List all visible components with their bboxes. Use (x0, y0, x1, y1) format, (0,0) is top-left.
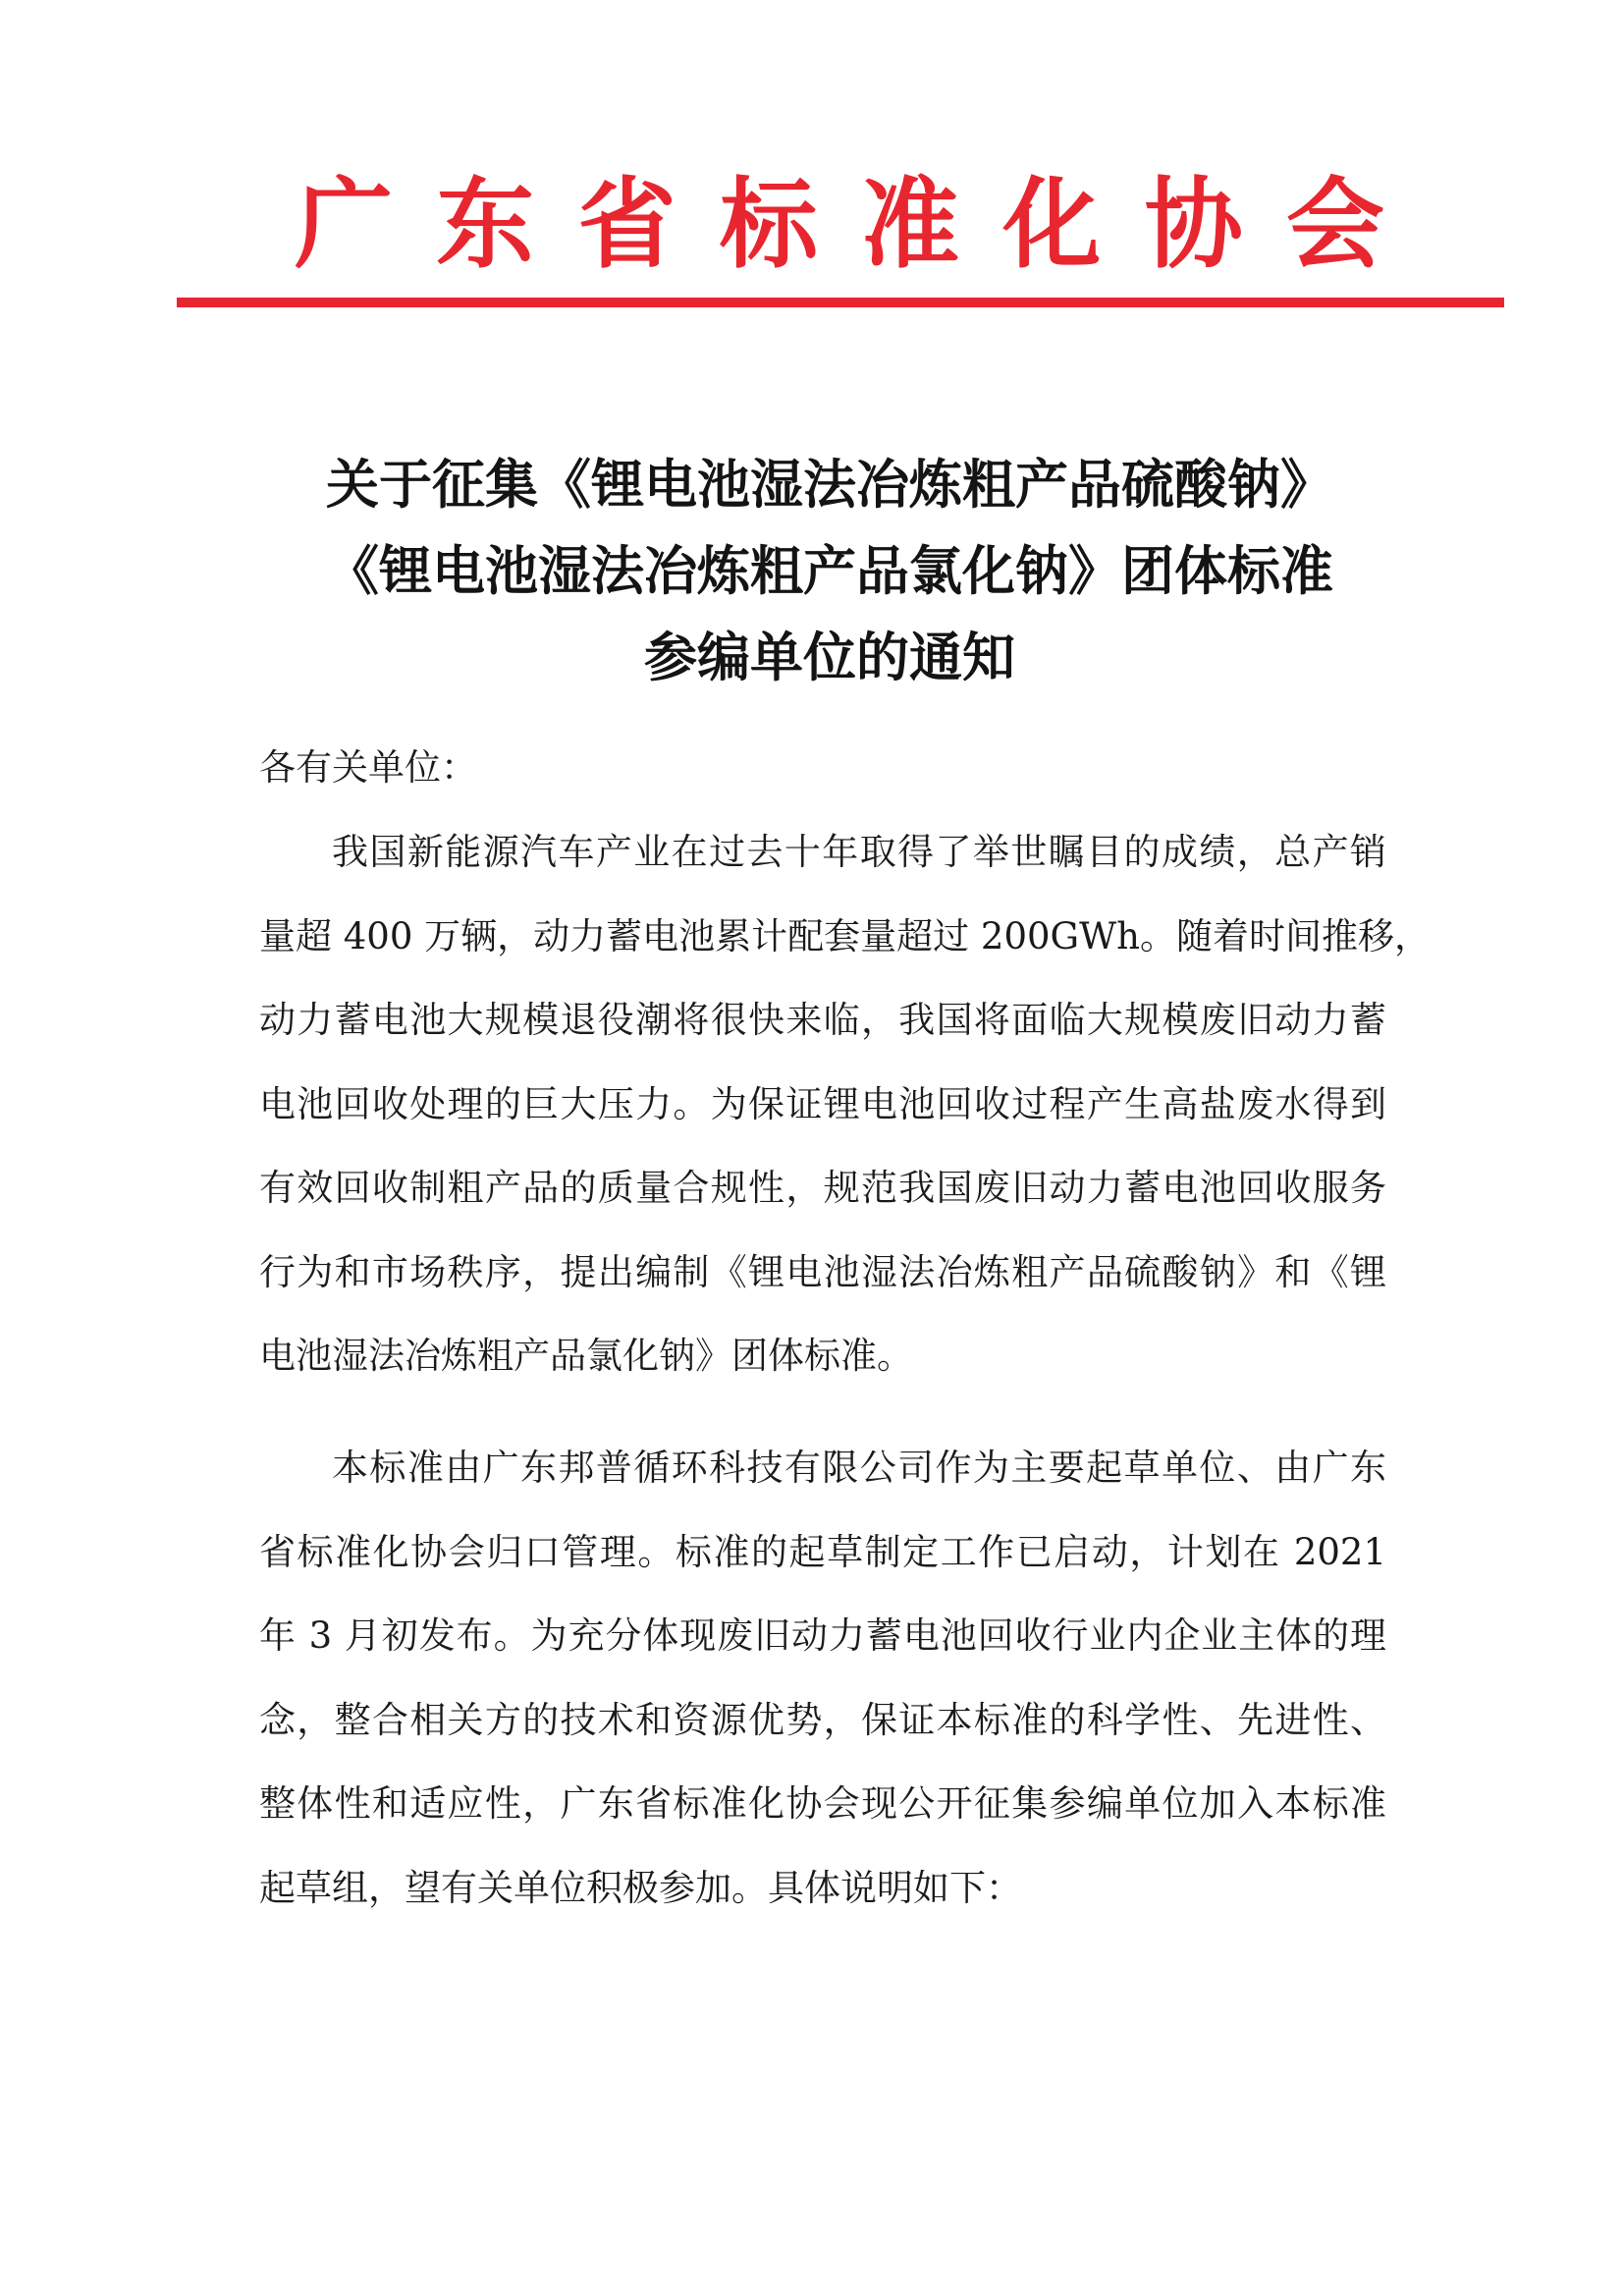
title-line: 《锂电池湿法冶炼粗产品氯化钠》团体标准 (326, 540, 1333, 602)
paragraph-line: 省标准化协会归口管理。标准的起草制定工作已启动，计划在 2021 (259, 1530, 1386, 1573)
salutation: 各有关单位： (259, 746, 477, 789)
title-line: 关于征集《锂电池湿法冶炼粗产品硫酸钠》 (326, 454, 1333, 516)
paragraph-line: 起草组，望有关单位积极参加。具体说明如下： (259, 1866, 1022, 1909)
letterhead-char: 省 (577, 166, 676, 282)
paragraph-line: 电池回收处理的巨大压力。为保证锂电池回收过程产生高盐废水得到 (259, 1082, 1386, 1125)
paragraph-line: 年 3 月初发布。为充分体现废旧动力蓄电池回收行业内企业主体的理 (259, 1614, 1386, 1657)
paragraph-line: 量超 400 万辆，动力蓄电池累计配套量超过 200GWh。随着时间推移， (259, 914, 1431, 957)
paragraph-line: 本标准由广东邦普循环科技有限公司作为主要起草单位、由广东 (332, 1447, 1386, 1489)
letterhead-char: 东 (436, 166, 535, 282)
paragraph-line: 整体性和适应性，广东省标准化协会现公开征集参编单位加入本标准 (259, 1782, 1386, 1825)
letterhead-char: 会 (1285, 166, 1384, 282)
document-title (196, 442, 1463, 701)
title-line: 参编单位的通知 (644, 627, 1015, 688)
letterhead-char: 准 (861, 166, 960, 282)
letterhead-divider (177, 298, 1504, 307)
letterhead-char: 协 (1144, 166, 1243, 282)
paragraph-line: 动力蓄电池大规模退役潮将很快来临，我国将面临大规模废旧动力蓄 (259, 999, 1386, 1041)
letterhead-char: 标 (719, 166, 818, 282)
paragraph-line: 我国新能源汽车产业在过去十年取得了举世瞩目的成绩，总产销 (332, 831, 1386, 873)
paragraph-line: 行为和市场秩序，提出编制《锂电池湿法冶炼粗产品硫酸钠》和《锂 (259, 1250, 1386, 1293)
paragraph-line: 电池湿法冶炼粗产品氯化钠》团体标准。 (259, 1335, 913, 1377)
letterhead-title (295, 165, 1384, 283)
paragraph-line: 念，整合相关方的技术和资源优势，保证本标准的科学性、先进性、 (259, 1698, 1386, 1741)
letterhead-char: 化 (1002, 166, 1102, 282)
paragraph-line: 有效回收制粗产品的质量合规性，规范我国废旧动力蓄电池回收服务 (259, 1167, 1386, 1209)
body-paragraph-1 (259, 810, 1431, 1398)
letterhead-char: 广 (295, 166, 393, 282)
body-paragraph-2 (259, 1426, 1386, 1930)
